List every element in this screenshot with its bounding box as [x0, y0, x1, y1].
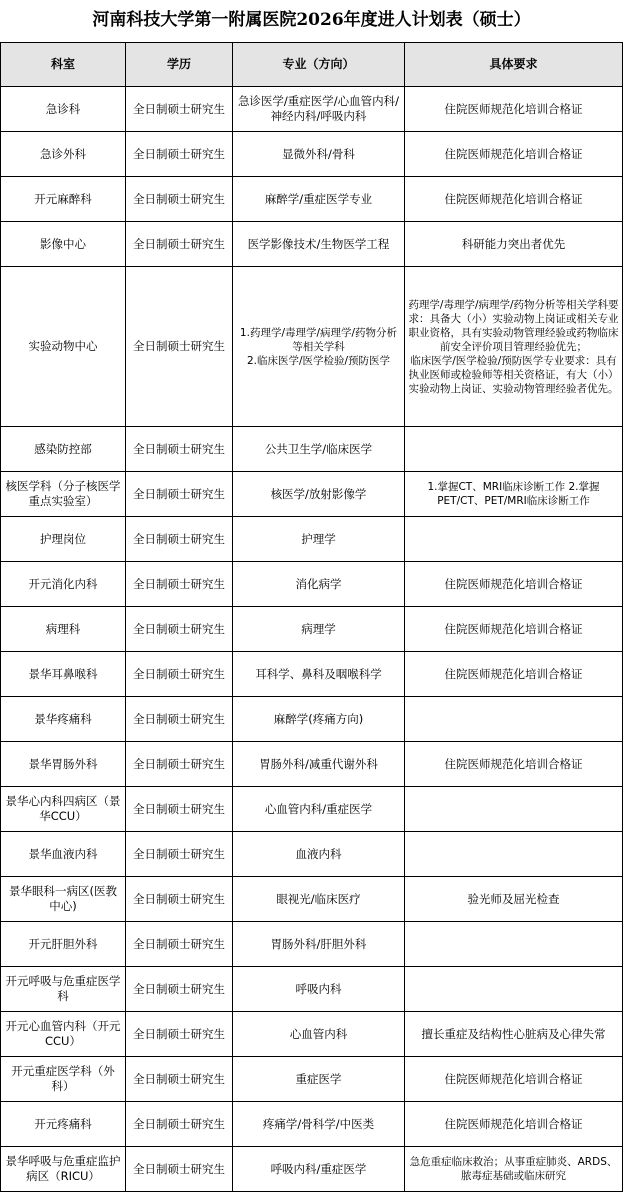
major-cell: 胃肠外科/减重代谢外科	[233, 742, 405, 787]
department-cell: 核医学科（分子核医学重点实验室）	[1, 472, 126, 517]
requirements-cell: 住院医师规范化培训合格证	[405, 177, 623, 222]
education-cell: 全日制硕士研究生	[126, 922, 233, 967]
major-cell: 胃肠外科/肝胆外科	[233, 922, 405, 967]
major-cell: 眼视光/临床医疗	[233, 877, 405, 922]
table-row	[1, 652, 623, 697]
page-title: 河南科技大学第一附属医院2026年度进人计划表（硕士）	[92, 10, 531, 30]
department-cell: 景华胃肠外科	[1, 742, 126, 787]
department-cell: 开元心血管内科（开元CCU）	[1, 1012, 126, 1057]
requirements-cell: 1.掌握CT、MRI临床诊断工作 2.掌握PET/CT、PET/MRI临床诊断工作	[405, 472, 623, 517]
table-row	[1, 562, 623, 607]
requirements-cell: 住院医师规范化培训合格证	[405, 1057, 623, 1102]
major-cell: 耳科学、鼻科及咽喉科学	[233, 652, 405, 697]
department-cell: 开元重症医学科（外科）	[1, 1057, 126, 1102]
requirements-cell: 科研能力突出者优先	[405, 222, 623, 267]
column-header-department: 科室	[1, 43, 126, 87]
requirements-cell	[405, 517, 623, 562]
education-cell: 全日制硕士研究生	[126, 832, 233, 877]
department-cell: 护理岗位	[1, 517, 126, 562]
department-cell: 开元麻醉科	[1, 177, 126, 222]
education-cell: 全日制硕士研究生	[126, 517, 233, 562]
table-row	[1, 1012, 623, 1057]
major-cell: 核医学/放射影像学	[233, 472, 405, 517]
major-cell: 呼吸内科/重症医学	[233, 1147, 405, 1192]
requirements-cell: 住院医师规范化培训合格证	[405, 742, 623, 787]
requirements-cell: 验光师及屈光检查	[405, 877, 623, 922]
education-cell: 全日制硕士研究生	[126, 742, 233, 787]
table-row	[1, 517, 623, 562]
education-cell: 全日制硕士研究生	[126, 652, 233, 697]
education-cell: 全日制硕士研究生	[126, 697, 233, 742]
requirements-cell	[405, 697, 623, 742]
department-cell: 景华耳鼻喉科	[1, 652, 126, 697]
department-cell: 开元肝胆外科	[1, 922, 126, 967]
requirements-cell: 急危重症临床救治；从事重症肺炎、ARDS、脓毒症基础或临床研究	[405, 1147, 623, 1192]
major-cell: 血液内科	[233, 832, 405, 877]
department-cell: 影像中心	[1, 222, 126, 267]
requirements-cell	[405, 967, 623, 1012]
table-row	[1, 607, 623, 652]
department-cell: 急诊外科	[1, 132, 126, 177]
column-header-education: 学历	[126, 43, 233, 87]
education-cell: 全日制硕士研究生	[126, 1057, 233, 1102]
department-cell: 开元消化内科	[1, 562, 126, 607]
department-cell: 景华呼吸与危重症监护病区（RICU）	[1, 1147, 126, 1192]
education-cell: 全日制硕士研究生	[126, 1012, 233, 1057]
table-row	[1, 472, 623, 517]
education-cell: 全日制硕士研究生	[126, 967, 233, 1012]
requirements-cell: 住院医师规范化培训合格证	[405, 607, 623, 652]
recruitment-plan-table	[0, 42, 623, 1192]
education-cell: 全日制硕士研究生	[126, 222, 233, 267]
table-row	[1, 87, 623, 132]
table-row	[1, 177, 623, 222]
requirements-cell	[405, 832, 623, 877]
major-cell: 疼痛学/骨科学/中医类	[233, 1102, 405, 1147]
department-cell: 景华眼科一病区(医教中心)	[1, 877, 126, 922]
major-cell: 心血管内科/重症医学	[233, 787, 405, 832]
column-header-major: 专业（方向）	[233, 43, 405, 87]
major-cell: 麻醉学(疼痛方向)	[233, 697, 405, 742]
department-cell: 急诊科	[1, 87, 126, 132]
table-row	[1, 967, 623, 1012]
major-cell: 病理学	[233, 607, 405, 652]
requirements-cell: 住院医师规范化培训合格证	[405, 87, 623, 132]
requirements-cell: 住院医师规范化培训合格证	[405, 132, 623, 177]
department-cell: 景华血液内科	[1, 832, 126, 877]
requirements-cell	[405, 427, 623, 472]
table-row	[1, 697, 623, 742]
major-cell: 医学影像技术/生物医学工程	[233, 222, 405, 267]
table-row	[1, 132, 623, 177]
column-header-requirements: 具体要求	[405, 43, 623, 87]
department-cell: 感染防控部	[1, 427, 126, 472]
table-row	[1, 267, 623, 427]
department-cell: 实验动物中心	[1, 267, 126, 427]
requirements-cell: 药理学/毒理学/病理学/药物分析等相关学科要求：具备大（小）实验动物上岗证或相关专业职业资格，具有实验动物管理经验或药物临床前安全评价项目管理经验优先； 临床医学/医学检验/预防医学专业要求：具有执业医师或检验师等相关资格证，有大（小）实验动物上岗证、实验动物管理经验者优先。	[405, 267, 623, 427]
table-row	[1, 1057, 623, 1102]
education-cell: 全日制硕士研究生	[126, 267, 233, 427]
major-cell: 心血管内科	[233, 1012, 405, 1057]
table-header-row	[1, 43, 623, 87]
education-cell: 全日制硕士研究生	[126, 877, 233, 922]
major-cell: 急诊医学/重症医学/心血管内科/神经内科/呼吸内科	[233, 87, 405, 132]
education-cell: 全日制硕士研究生	[126, 472, 233, 517]
major-cell: 护理学	[233, 517, 405, 562]
table-row	[1, 877, 623, 922]
education-cell: 全日制硕士研究生	[126, 132, 233, 177]
table-row	[1, 922, 623, 967]
department-cell: 病理科	[1, 607, 126, 652]
major-cell: 呼吸内科	[233, 967, 405, 1012]
department-cell: 开元疼痛科	[1, 1102, 126, 1147]
major-cell: 消化病学	[233, 562, 405, 607]
major-cell: 重症医学	[233, 1057, 405, 1102]
education-cell: 全日制硕士研究生	[126, 562, 233, 607]
department-cell: 景华心内科四病区（景华CCU）	[1, 787, 126, 832]
table-row	[1, 427, 623, 472]
major-cell: 显微外科/骨科	[233, 132, 405, 177]
education-cell: 全日制硕士研究生	[126, 177, 233, 222]
major-cell: 麻醉学/重症医学专业	[233, 177, 405, 222]
requirements-cell: 住院医师规范化培训合格证	[405, 652, 623, 697]
requirements-cell: 住院医师规范化培训合格证	[405, 1102, 623, 1147]
requirements-cell: 擅长重症及结构性心脏病及心律失常	[405, 1012, 623, 1057]
table-row	[1, 1102, 623, 1147]
major-cell: 公共卫生学/临床医学	[233, 427, 405, 472]
department-cell: 景华疼痛科	[1, 697, 126, 742]
major-cell: 1.药理学/毒理学/病理学/药物分析等相关学科 2.临床医学/医学检验/预防医学	[233, 267, 405, 427]
table-row	[1, 742, 623, 787]
education-cell: 全日制硕士研究生	[126, 1147, 233, 1192]
education-cell: 全日制硕士研究生	[126, 1102, 233, 1147]
education-cell: 全日制硕士研究生	[126, 607, 233, 652]
table-row	[1, 222, 623, 267]
education-cell: 全日制硕士研究生	[126, 427, 233, 472]
department-cell: 开元呼吸与危重症医学科	[1, 967, 126, 1012]
education-cell: 全日制硕士研究生	[126, 787, 233, 832]
requirements-cell	[405, 787, 623, 832]
education-cell: 全日制硕士研究生	[126, 87, 233, 132]
requirements-cell	[405, 922, 623, 967]
table-row	[1, 1147, 623, 1192]
table-row	[1, 787, 623, 832]
table-body	[1, 87, 623, 1192]
requirements-cell: 住院医师规范化培训合格证	[405, 562, 623, 607]
table-row	[1, 832, 623, 877]
